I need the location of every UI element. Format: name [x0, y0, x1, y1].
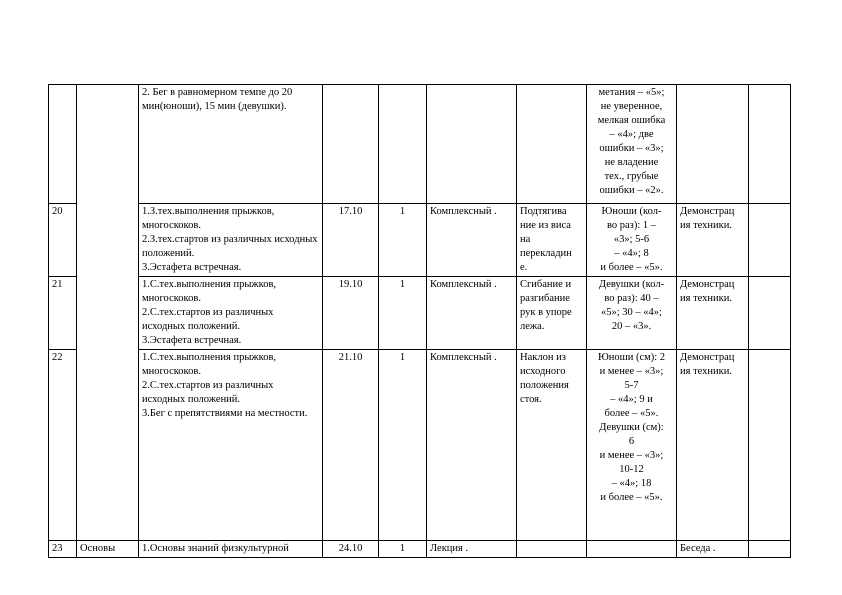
cell-line: метания – «5»;: [598, 87, 665, 98]
lesson-date-cell: 19.10: [323, 277, 379, 350]
norms-cell: [587, 350, 677, 541]
cell-line: не уверенное,: [600, 101, 663, 112]
table-row: [49, 541, 791, 558]
section-topic-cell: Основы: [77, 541, 139, 558]
cell-line: 10-12: [619, 464, 644, 475]
cell-line: – «4»; 8: [614, 248, 649, 259]
table-row: [49, 350, 791, 541]
cell-line: 1.С.тех.выполнения прыжков, многоскоков.: [142, 279, 277, 304]
table-row: [49, 85, 791, 204]
lesson-content-cell: [139, 277, 323, 350]
cell-line: 3.Бег с препятствиями на местности.: [142, 408, 308, 419]
cell-line: на: [520, 234, 531, 245]
lesson-content-cell: [139, 204, 323, 277]
table-row: [49, 277, 791, 350]
lesson-content-cell: [139, 541, 323, 558]
cell-line: и более – «5».: [600, 492, 663, 503]
lesson-hours-cell: [379, 85, 427, 204]
notes-cell: [749, 541, 791, 558]
lesson-plan-body: [49, 85, 791, 558]
cell-line: 20 – «3».: [611, 321, 652, 332]
section-topic-cell: [77, 350, 139, 541]
cell-line: 5-7: [624, 380, 639, 391]
cell-line: и более – «5».: [600, 262, 663, 273]
section-topic-cell: [77, 277, 139, 350]
lesson-hours-cell: 1: [379, 277, 427, 350]
cell-line: Наклон из: [520, 352, 566, 363]
cell-line: мелкая ошибка: [597, 115, 666, 126]
cell-line: Юноши (см): 2: [597, 352, 666, 363]
cell-line: и менее – «3»;: [599, 450, 664, 461]
norms-cell: [587, 85, 677, 204]
lesson-number-cell: 20: [49, 204, 77, 277]
lesson-content-cell: [139, 350, 323, 541]
control-form-cell: [517, 541, 587, 558]
cell-line: е.: [520, 262, 528, 273]
norms-cell: [587, 277, 677, 350]
lesson-date-cell: 21.10: [323, 350, 379, 541]
lesson-hours-cell: 1: [379, 350, 427, 541]
method-cell: [677, 350, 749, 541]
cell-line: исходного: [520, 366, 566, 377]
lesson-number-cell: [49, 85, 77, 204]
lesson-number-cell: 22: [49, 350, 77, 541]
control-form-cell: [517, 85, 587, 204]
cell-line: ошибки – «2».: [599, 185, 664, 196]
cell-line: «3»; 5-6: [613, 234, 650, 245]
cell-line: и менее – «3»;: [599, 366, 664, 377]
control-form-cell: [517, 350, 587, 541]
cell-line: во раз): 40 –: [604, 293, 659, 304]
cell-line: Подтягива: [520, 206, 567, 217]
control-form-cell: [517, 277, 587, 350]
cell-line: ия техники.: [680, 293, 733, 304]
lesson-date-cell: 17.10: [323, 204, 379, 277]
cell-line: не владение: [604, 157, 659, 168]
cell-line: 2. Бег в равномерном темпе до 20 мин(юноши), 15 мин (девушки).: [142, 87, 293, 112]
cell-line: Демонстрац: [680, 206, 735, 217]
cell-line: 1.Основы знаний физкультурной: [142, 543, 289, 554]
lesson-content-cell: [139, 85, 323, 204]
cell-line: Сгибание и: [520, 279, 572, 290]
cell-line: Беседа .: [680, 543, 716, 554]
method-cell: [677, 85, 749, 204]
cell-line: 1.С.тех.выполнения прыжков, многоскоков.: [142, 352, 277, 377]
lesson-number-cell: 23: [49, 541, 77, 558]
notes-cell: [749, 277, 791, 350]
cell-line: более – «5».: [604, 408, 659, 419]
cell-line: Юноши (кол-: [601, 206, 662, 217]
lesson-number-cell: 21: [49, 277, 77, 350]
lesson-type-cell: Лекция .: [427, 541, 517, 558]
lesson-hours-cell: 1: [379, 541, 427, 558]
cell-line: Девушки (см):: [599, 422, 664, 433]
section-topic-cell: [77, 85, 139, 204]
cell-line: Девушки (кол-: [598, 279, 665, 290]
cell-line: 1.З.тех.выполнения прыжков, многоскоков.: [142, 206, 275, 231]
cell-line: – «4»; 9 и: [610, 394, 653, 405]
cell-line: стоя.: [520, 394, 542, 405]
cell-line: ошибки – «3»;: [599, 143, 664, 154]
cell-line: 3.Эстафета встречная.: [142, 335, 242, 346]
lesson-plan-table: [48, 84, 791, 558]
method-cell: [677, 541, 749, 558]
method-cell: [677, 204, 749, 277]
cell-line: перекладин: [520, 248, 572, 259]
cell-line: 3.Эстафета встречная.: [142, 262, 242, 273]
cell-line: разгибание: [520, 293, 570, 304]
lesson-type-cell: Комплексный .: [427, 204, 517, 277]
cell-line: ние из виса: [520, 220, 571, 231]
notes-cell: [749, 350, 791, 541]
control-form-cell: [517, 204, 587, 277]
section-topic-cell: [77, 204, 139, 277]
cell-line: ия техники.: [680, 366, 733, 377]
cell-line: тех., грубые: [604, 171, 659, 182]
cell-line: ия техники.: [680, 220, 733, 231]
norms-cell: [587, 204, 677, 277]
cell-line: – «4»; две: [609, 129, 654, 140]
table-row: [49, 204, 791, 277]
lesson-type-cell: [427, 85, 517, 204]
cell-line: 2.С.тех.стартов из различных исходных положений.: [142, 307, 274, 332]
cell-line: 6: [628, 436, 635, 447]
cell-line: 2.З.тех.стартов из различных исходных положений.: [142, 234, 318, 259]
cell-line: «5»; 30 – «4»;: [601, 307, 662, 318]
lesson-hours-cell: 1: [379, 204, 427, 277]
norms-cell: [587, 541, 677, 558]
cell-line: лежа.: [520, 321, 545, 332]
lesson-type-cell: Комплексный .: [427, 277, 517, 350]
cell-line: во раз): 1 –: [607, 220, 656, 231]
cell-line: Демонстрац: [680, 279, 735, 290]
notes-cell: [749, 204, 791, 277]
cell-line: рук в упоре: [520, 307, 572, 318]
cell-line: – «4»; 18: [611, 478, 652, 489]
notes-cell: [749, 85, 791, 204]
cell-line: Демонстрац: [680, 352, 735, 363]
cell-line: положения: [520, 380, 569, 391]
cell-line: 2.С.тех.стартов из различных исходных положений.: [142, 380, 274, 405]
lesson-date-cell: [323, 85, 379, 204]
method-cell: [677, 277, 749, 350]
lesson-date-cell: 24.10: [323, 541, 379, 558]
lesson-type-cell: Комплексный .: [427, 350, 517, 541]
